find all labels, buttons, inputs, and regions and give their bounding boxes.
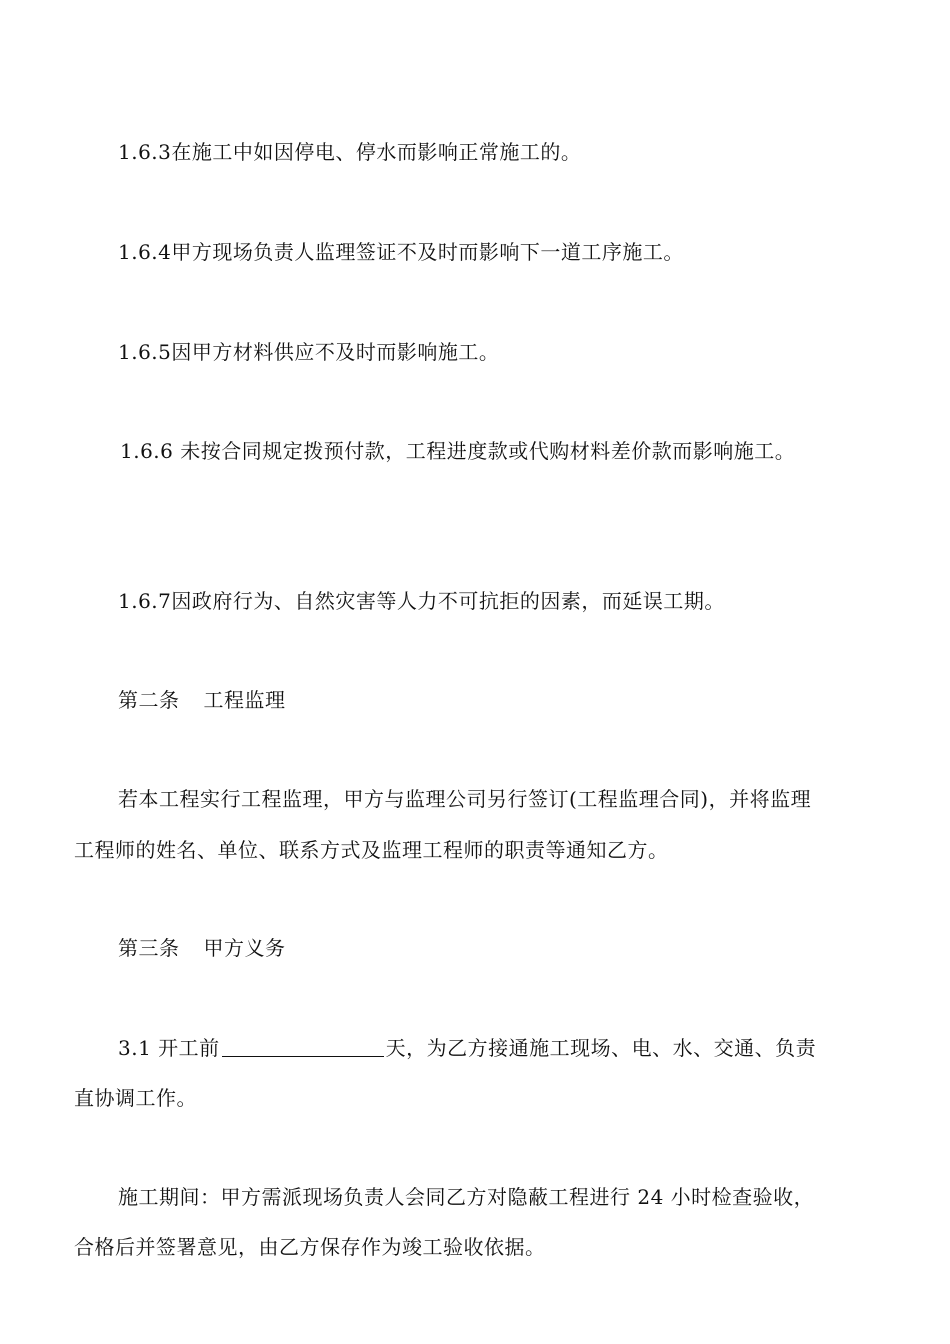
clause-1-6-6: 1.6.6 未按合同规定拨预付款，工程进度款或代购材料差价款而影响施工。 [120, 439, 796, 463]
clause-1-6-5: 1.6.5因甲方材料供应不及时而影响施工。 [118, 340, 500, 364]
clause-1-6-7: 1.6.7因政府行为、自然灾害等人力不可抗拒的因素，而延误工期。 [118, 589, 725, 613]
article-2-number: 第二条 [118, 688, 180, 712]
construction-period-line-2: 合格后并签署意见，由乙方保存作为竣工验收依据。 [74, 1235, 546, 1259]
article-2-title: 工程监理 [203, 688, 286, 712]
article-2-paragraph-line-1: 若本工程实行工程监理，甲方与监理公司另行签订(工程监理合同)，并将监理 [118, 787, 812, 811]
clause-3-1-suffix: 天，为乙方接通施工现场、电、水、交通、负责 [385, 1036, 817, 1060]
article-2-heading [118, 686, 286, 714]
clause-1-6-3: 1.6.3在施工中如因停电、停水而影响正常施工的。 [118, 140, 582, 164]
clause-3-1-prefix: 3.1 开工前 [118, 1036, 220, 1060]
article-2-paragraph-line-2: 工程师的姓名、单位、联系方式及监理工程师的职责等通知乙方。 [74, 838, 669, 862]
article-3-number: 第三条 [118, 936, 180, 960]
clause-3-1-line-1 [118, 1034, 816, 1062]
clause-3-1-line-2: 直协调工作。 [74, 1086, 197, 1110]
fill-in-blank-days[interactable] [222, 1036, 384, 1057]
clause-1-6-4: 1.6.4甲方现场负责人监理签证不及时而影响下一道工序施工。 [118, 240, 684, 264]
article-3-title: 甲方义务 [203, 936, 286, 960]
construction-period-line-1: 施工期间：甲方需派现场负责人会同乙方对隐蔽工程进行 24 小时检查验收， [118, 1185, 815, 1209]
article-3-heading [118, 934, 286, 962]
